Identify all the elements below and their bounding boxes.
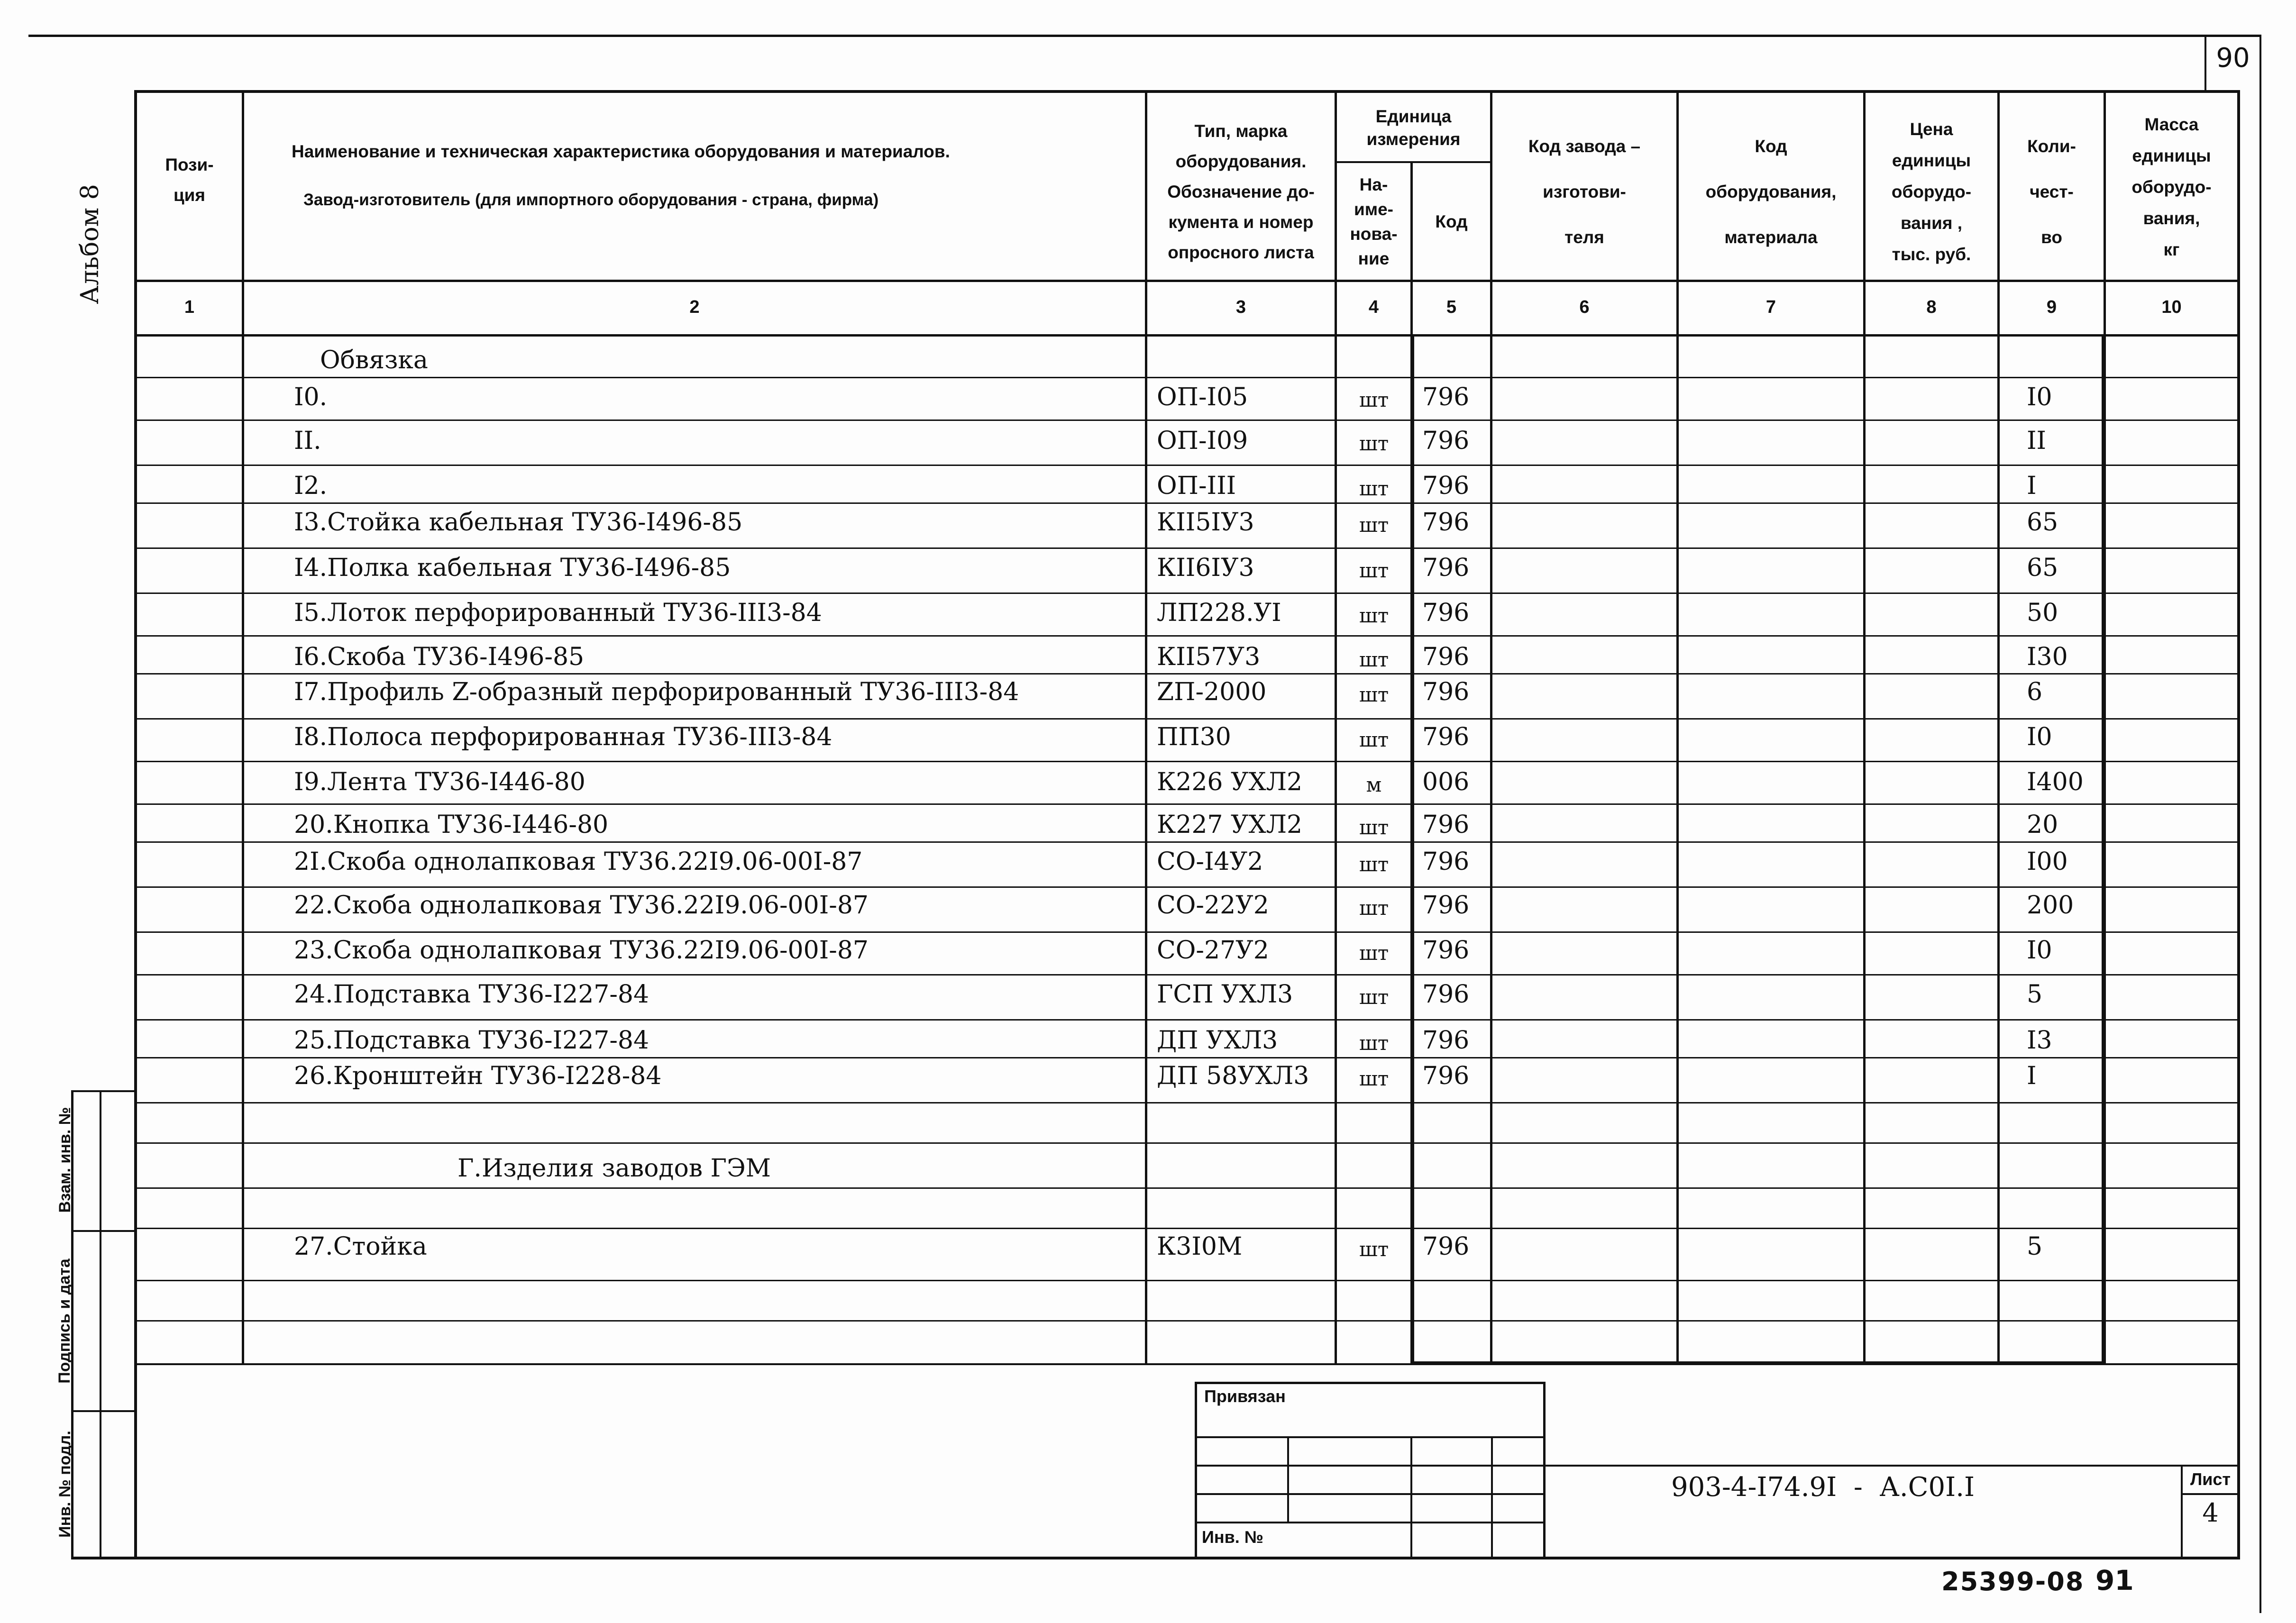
col-line-1 bbox=[242, 90, 244, 1365]
row-quantity: 65 bbox=[2027, 554, 2058, 582]
side-stamp-div1 bbox=[71, 1230, 136, 1232]
frame-top-line bbox=[135, 90, 2240, 93]
colnum-bottom-line bbox=[135, 334, 2240, 337]
tb-privyazan-label: Привязан bbox=[1204, 1386, 1286, 1406]
row-code: 796 bbox=[1422, 678, 1470, 706]
row-quantity: 50 bbox=[2027, 599, 2058, 627]
col-line-6 bbox=[1676, 90, 1679, 1365]
colnum-7: 7 bbox=[1765, 297, 1776, 317]
row-name: I5.Лоток перфорированный ТУ36-III3-84 bbox=[294, 599, 822, 627]
header-col9-text: Коли- чест- во bbox=[2027, 137, 2076, 247]
row-separator bbox=[135, 465, 2240, 466]
tb-row3 bbox=[1195, 1493, 1546, 1495]
row-code: 796 bbox=[1422, 811, 1470, 839]
header-col10 bbox=[2106, 95, 2237, 280]
row-type: ZП-2000 bbox=[1157, 678, 1267, 706]
row-quantity: 200 bbox=[2027, 891, 2074, 920]
row-separator bbox=[135, 1280, 2240, 1281]
row-code: 796 bbox=[1422, 508, 1470, 537]
row-type: ПП30 bbox=[1157, 723, 1231, 751]
row-type: СО-I4У2 bbox=[1157, 848, 1263, 876]
row-unit: шт bbox=[1359, 513, 1389, 537]
row-name: I6.Скоба ТУ36-I496-85 bbox=[294, 643, 585, 671]
row-separator bbox=[135, 718, 2240, 720]
side-stamp-inv-podl: Инв. № подл. bbox=[56, 1431, 74, 1538]
row-code: 796 bbox=[1422, 554, 1470, 582]
row-unit: шт bbox=[1359, 477, 1389, 500]
row-code: 006 bbox=[1422, 768, 1470, 796]
col-line-2 bbox=[1145, 90, 1147, 1365]
row-separator bbox=[135, 419, 2240, 421]
header-col1-text: Пози- ция bbox=[165, 155, 214, 205]
tb-v1 bbox=[1287, 1436, 1289, 1522]
row-name: I2. bbox=[294, 472, 328, 500]
sheet-label: Лист bbox=[2190, 1469, 2231, 1489]
tb-code-top bbox=[1545, 1465, 2240, 1467]
row-name: 2I.Скоба однолапковая ТУ36.22I9.06-00I-87 bbox=[294, 848, 863, 876]
row-type: ГСП УХЛ3 bbox=[1157, 980, 1293, 1009]
sheet-number: 4 bbox=[2202, 1498, 2219, 1528]
side-stamp-vzam: Взам. инв. № bbox=[56, 1107, 74, 1213]
row-code: 796 bbox=[1422, 472, 1470, 500]
tb-outer-left bbox=[1195, 1382, 1197, 1559]
row-separator bbox=[135, 1019, 2240, 1021]
colnum-3: 3 bbox=[1235, 297, 1246, 317]
row-name: 26.Кронштейн ТУ36-I228-84 bbox=[294, 1062, 662, 1090]
col-line-7 bbox=[1863, 90, 1866, 1365]
tb-v3 bbox=[1491, 1436, 1493, 1559]
row-quantity: I0 bbox=[2027, 723, 2052, 751]
row-separator bbox=[135, 673, 2240, 675]
header-unit-group bbox=[1337, 95, 1490, 161]
row-quantity: I3 bbox=[2027, 1026, 2052, 1055]
row-type: ОП-I09 bbox=[1157, 427, 1248, 455]
row-unit: шт bbox=[1359, 432, 1389, 455]
row-separator bbox=[135, 886, 2240, 888]
row-quantity: I bbox=[2027, 472, 2037, 500]
row-unit: шт bbox=[1359, 1238, 1389, 1261]
header-col10-text: Масса единицы оборудо- вания, кг bbox=[2131, 115, 2212, 259]
colnum-1: 1 bbox=[184, 297, 195, 317]
row-unit: шт bbox=[1359, 1031, 1389, 1055]
col-line-5 bbox=[1490, 90, 1492, 1365]
row-type: СО-22У2 bbox=[1157, 891, 1269, 920]
row-code: 796 bbox=[1422, 1062, 1470, 1090]
table-body-bottom bbox=[135, 1363, 2240, 1365]
row-unit: шт bbox=[1359, 683, 1389, 706]
row-name: I4.Полка кабельная ТУ36-I496-85 bbox=[294, 554, 731, 582]
tb-row2 bbox=[1195, 1465, 1546, 1467]
row-type: К3I0М bbox=[1157, 1232, 1243, 1261]
row-name: I9.Лента ТУ36-I446-80 bbox=[294, 768, 585, 796]
row-quantity: I0 bbox=[2027, 936, 2052, 965]
row-quantity: 5 bbox=[2027, 1232, 2043, 1261]
row-type: К227 УХЛ2 bbox=[1157, 811, 1303, 839]
header-col7-text: Код оборудования, материала bbox=[1705, 137, 1837, 247]
row-separator bbox=[135, 931, 2240, 933]
row-unit: шт bbox=[1359, 1067, 1389, 1090]
sheet-right-edge bbox=[2259, 35, 2261, 1613]
header-col4 bbox=[1337, 166, 1410, 277]
page-number-box-left bbox=[2205, 37, 2206, 90]
colnum-4: 4 bbox=[1368, 297, 1379, 317]
row-name: I0. bbox=[294, 383, 328, 411]
row-name: I3.Стойка кабельная ТУ36-I496-85 bbox=[294, 508, 743, 537]
header-col9 bbox=[2000, 104, 2104, 280]
row-unit: м bbox=[1366, 773, 1382, 796]
tb-privyazan-right bbox=[1543, 1382, 1546, 1559]
row-type: КII57У3 bbox=[1157, 643, 1261, 671]
header-col7 bbox=[1679, 104, 1863, 280]
row-separator bbox=[135, 635, 2240, 637]
row-type: КII6IУ3 bbox=[1157, 554, 1254, 582]
row-quantity: I bbox=[2027, 1062, 2037, 1090]
row-unit: шт bbox=[1359, 604, 1389, 627]
header-bottom-line bbox=[135, 280, 2240, 282]
side-stamp-div2 bbox=[71, 1410, 136, 1412]
row-unit: шт bbox=[1359, 728, 1389, 751]
row-separator bbox=[135, 1142, 2240, 1144]
row-separator bbox=[135, 1228, 2240, 1229]
header-col2-line1: Наименование и техническая характеристика оборудования и материалов. bbox=[292, 142, 950, 161]
row-code: 796 bbox=[1422, 980, 1470, 1009]
section-heading: Г.Изделия заводов ГЭМ bbox=[457, 1154, 771, 1183]
row-separator bbox=[135, 377, 2240, 378]
row-code: 796 bbox=[1422, 936, 1470, 965]
row-name: 23.Скоба однолапковая ТУ36.22I9.06-00I-87 bbox=[294, 936, 869, 965]
side-stamp-top bbox=[71, 1090, 136, 1092]
row-separator bbox=[135, 547, 2240, 549]
row-separator bbox=[135, 1057, 2240, 1058]
row-quantity: 65 bbox=[2027, 508, 2058, 537]
row-code: 796 bbox=[1422, 848, 1470, 876]
row-name: 25.Подставка ТУ36-I227-84 bbox=[294, 1026, 649, 1055]
header-col4-text: На- име- нова- ние bbox=[1350, 174, 1398, 268]
row-type: ОП-III bbox=[1157, 472, 1236, 500]
header-col1 bbox=[137, 142, 242, 218]
row-unit: шт bbox=[1359, 941, 1389, 965]
tb-sheet-mid bbox=[2181, 1493, 2238, 1495]
row-code: 796 bbox=[1422, 599, 1470, 627]
header-col6-text: Код завода – изготови- теля bbox=[1528, 137, 1641, 247]
header-col8-text: Цена единицы оборудо- вания , тыс. руб. bbox=[1891, 119, 1972, 264]
row-quantity: I0 bbox=[2027, 383, 2052, 411]
row-unit: шт bbox=[1359, 388, 1389, 411]
row-code: 796 bbox=[1422, 723, 1470, 751]
row-quantity: I00 bbox=[2027, 848, 2068, 876]
tb-sheet-left bbox=[2181, 1465, 2183, 1557]
row-name: II. bbox=[294, 427, 321, 455]
row-unit: шт bbox=[1359, 648, 1389, 671]
row-name: 27.Стойка bbox=[294, 1232, 427, 1261]
colnum-9: 9 bbox=[2046, 297, 2057, 317]
footer-page: 91 bbox=[2095, 1564, 2134, 1596]
row-quantity: 5 bbox=[2027, 980, 2043, 1009]
header-col3-text: Тип, марка оборудования. Обозначение до- кумента и номер опросного листа bbox=[1167, 121, 1315, 262]
row-unit: шт bbox=[1359, 896, 1389, 920]
row-quantity: II bbox=[2027, 427, 2047, 455]
frame-bottom-line bbox=[71, 1557, 2240, 1559]
row-separator bbox=[135, 1102, 2240, 1103]
row-type: ОП-I05 bbox=[1157, 383, 1248, 411]
row-type: СО-27У2 bbox=[1157, 936, 1269, 965]
tb-row4 bbox=[1195, 1522, 1546, 1523]
side-stamp-podpis: Подпись и дата bbox=[55, 1258, 73, 1384]
row-quantity: 6 bbox=[2027, 678, 2043, 706]
row-quantity: I30 bbox=[2027, 643, 2068, 671]
header-col2-line2: Завод-изготовитель (для импортного оборудования - страна, фирма) bbox=[303, 191, 879, 209]
row-code: 796 bbox=[1422, 1232, 1470, 1261]
row-type: К226 УХЛ2 bbox=[1157, 768, 1303, 796]
header-unit-group-text: Единица измерения bbox=[1366, 107, 1461, 149]
row-quantity: 20 bbox=[2027, 811, 2058, 839]
thick-col9-right bbox=[2102, 334, 2105, 1365]
tb-outer-top bbox=[1195, 1382, 1546, 1384]
row-name: I7.Профиль Z-образный перфорированный ТУ36-III3-84 bbox=[294, 678, 1019, 706]
unit-group-line bbox=[1335, 161, 1491, 163]
row-separator bbox=[135, 803, 2240, 805]
colnum-2: 2 bbox=[689, 297, 700, 317]
header-col8 bbox=[1866, 104, 1997, 280]
side-stamp-mid-line bbox=[100, 1090, 101, 1559]
row-type: ЛП228.УI bbox=[1157, 599, 1281, 627]
row-unit: шт bbox=[1359, 559, 1389, 582]
row-code: 796 bbox=[1422, 891, 1470, 920]
row-code: 796 bbox=[1422, 643, 1470, 671]
header-col3 bbox=[1147, 104, 1335, 280]
row-code: 796 bbox=[1422, 383, 1470, 411]
row-unit: шт bbox=[1359, 853, 1389, 876]
top-rule bbox=[28, 35, 2261, 37]
row-separator bbox=[135, 974, 2240, 976]
row-name: I8.Полоса перфорированная ТУ36-III3-84 bbox=[294, 723, 832, 751]
row-separator bbox=[135, 1187, 2240, 1189]
row-unit: шт bbox=[1359, 985, 1389, 1009]
row-type: ДП 58УХЛ3 bbox=[1157, 1062, 1309, 1090]
frame-right-line bbox=[2237, 90, 2240, 1559]
row-name: 20.Кнопка ТУ36-I446-80 bbox=[294, 811, 609, 839]
document-code: 903-4-I74.9I - А.С0I.I bbox=[1671, 1472, 1975, 1503]
colnum-8: 8 bbox=[1926, 297, 1937, 317]
row-type: КII5IУ3 bbox=[1157, 508, 1254, 537]
row-separator bbox=[135, 761, 2240, 762]
section-heading: Обвязка bbox=[320, 346, 428, 374]
row-unit: шт bbox=[1359, 816, 1389, 839]
row-type: ДП УХЛ3 bbox=[1157, 1026, 1278, 1055]
page-number-top: 90 bbox=[2216, 43, 2250, 73]
colnum-10: 10 bbox=[2161, 297, 2182, 317]
row-name: 24.Подставка ТУ36-I227-84 bbox=[294, 980, 649, 1009]
tb-inv-no-label: Инв. № bbox=[1202, 1527, 1263, 1547]
footer-number: 25399-08 bbox=[1941, 1567, 2085, 1596]
row-separator bbox=[135, 593, 2240, 594]
row-code: 796 bbox=[1422, 1026, 1470, 1055]
row-separator bbox=[135, 502, 2240, 504]
colnum-6: 6 bbox=[1579, 297, 1590, 317]
row-separator bbox=[135, 1320, 2240, 1322]
album-label: Альбом 8 bbox=[76, 184, 104, 304]
header-col5: Код bbox=[1435, 211, 1468, 231]
tb-row1 bbox=[1195, 1436, 1546, 1438]
row-name: 22.Скоба однолапковая ТУ36.22I9.06-00I-87 bbox=[294, 891, 869, 920]
header-col6 bbox=[1492, 104, 1676, 280]
tb-v2 bbox=[1410, 1436, 1412, 1559]
row-code: 796 bbox=[1422, 427, 1470, 455]
row-quantity: I400 bbox=[2027, 768, 2084, 796]
col-line-8 bbox=[1997, 90, 2000, 1365]
colnum-5: 5 bbox=[1446, 297, 1457, 317]
row-separator bbox=[135, 841, 2240, 843]
